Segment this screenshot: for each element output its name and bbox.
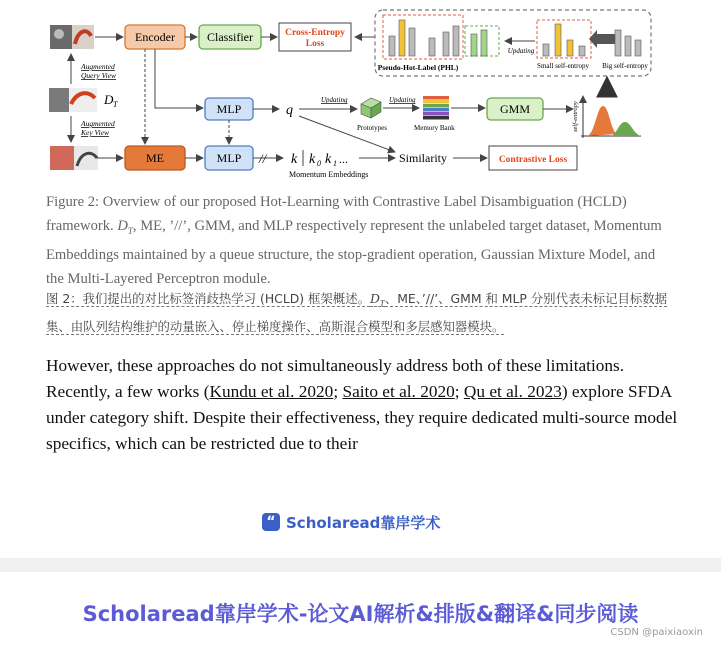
caption-zh-subscript: T: [379, 299, 385, 309]
body-paragraph: [46, 353, 686, 457]
caption-en-prefix: Figure 2: Overview of our proposed Hot-Learning with Contrastive Label Disambiguation (HCLD) framework.: [46, 194, 627, 234]
citation-kundu[interactable]: Kundu et al. 2020: [209, 382, 334, 401]
memory-bank-label: Memory Bank: [414, 124, 455, 132]
scholaread-logo-icon: “: [262, 513, 280, 531]
k1-subscript: 1: [333, 159, 337, 168]
brand-name: Scholaread靠岸学术: [286, 513, 441, 532]
body-text-2: ) explore SFDA under category shift. Despite their effectiveness, they require dedicated multi-source model specifics, which can be restricted due to their: [46, 382, 678, 453]
ce-label-2: Loss: [305, 39, 325, 49]
scholaread-brand[interactable]: [262, 511, 440, 533]
k0-subscript: 0: [317, 159, 321, 168]
footer-title: Scholaread靠岸学术-论文AI解析&排版&翻译&同步阅读: [82, 602, 639, 626]
k-ellipsis: ...: [339, 152, 348, 166]
classifier-label: Classifier: [207, 30, 253, 44]
k0-symbol: k: [309, 152, 316, 167]
section-divider: [0, 558, 721, 572]
caption-en-symbol: D: [117, 218, 128, 234]
self-entropy-axis-label: self-entropy: [572, 101, 579, 132]
figure-caption-zh: [46, 287, 686, 338]
prototypes-label: Prototypes: [357, 124, 387, 132]
updating-phl-label: Updating: [507, 47, 535, 55]
caption-zh-symbol: D: [369, 291, 380, 306]
query-view-images: [50, 25, 94, 49]
aug-query-label-1: Augmented: [81, 62, 115, 71]
big-entropy-label: Big self-entropy: [602, 62, 648, 70]
small-entropy-label: Small self-entropy: [537, 62, 589, 70]
aug-query-label-2: Query View: [81, 71, 117, 80]
self-entropy-plot: [581, 96, 641, 138]
dataset-subscript: T: [113, 100, 118, 109]
body-text-1: However, these approaches do not simultaneously address both of these limitations. Recently, a few works (: [46, 356, 625, 401]
updating-2-label: Updating: [389, 96, 416, 104]
caption-zh-rest: 、ME、’//’、GMM 和 MLP 分别代表未标记目标数据集、由队列结构维护的动量嵌入、停止梯度操作、高斯混合模型和多层感知器模块。: [46, 291, 668, 335]
figure-caption-en: [46, 190, 676, 291]
updating-1-label: Updating: [321, 96, 348, 104]
dataset-images: [49, 88, 97, 112]
similarity-label: Similarity: [399, 151, 447, 165]
caption-en-subscript: T: [127, 225, 133, 236]
k1-symbol: k: [325, 152, 332, 167]
citation-separator-1: ;: [333, 382, 343, 401]
citation-qu[interactable]: Qu et al. 2023: [463, 382, 562, 401]
stop-gradient-symbol: //: [259, 151, 267, 166]
citation-saito[interactable]: Saito et al. 2020: [342, 382, 455, 401]
k-symbol: k: [291, 152, 298, 167]
dataset-symbol: D: [104, 92, 114, 107]
me-label: ME: [146, 151, 164, 165]
csdn-watermark: CSDN @paixiaoxin: [610, 627, 703, 638]
caption-zh-prefix: 图 2：我们提出的对比标签消歧热学习 (HCLD) 框架概述。: [46, 291, 370, 306]
mlp-bottom-label: MLP: [216, 151, 242, 165]
memory-bank: [423, 96, 449, 120]
prototypes-cube: [361, 98, 381, 118]
ce-label-1: Cross-Entropy: [285, 28, 345, 38]
mlp-top-label: MLP: [216, 102, 242, 116]
framework-figure: [45, 6, 665, 184]
gmm-label: GMM: [499, 102, 531, 116]
aug-key-label-1: Augmented: [81, 119, 115, 128]
encoder-label: Encoder: [135, 30, 175, 44]
momentum-embeddings-label: Momentum Embeddings: [289, 170, 369, 179]
contrastive-loss-label: Contrastive Loss: [498, 155, 568, 165]
caption-en-rest: , ME, ’//’, GMM, and MLP respectively represent the unlabeled target dataset, Momentum Embeddings maintained by a queue structure, the stop-gradient operation, Gaussian Mixture Model, and the Multi-Layered Perceptron module.: [46, 218, 662, 287]
aug-key-label-2: Key View: [81, 128, 109, 137]
q-symbol: q: [286, 103, 293, 118]
phl-label: Pseudo-Hot-Label (PHL): [377, 63, 459, 72]
key-view-images: [50, 146, 98, 170]
citation-separator-2: ;: [454, 382, 464, 401]
